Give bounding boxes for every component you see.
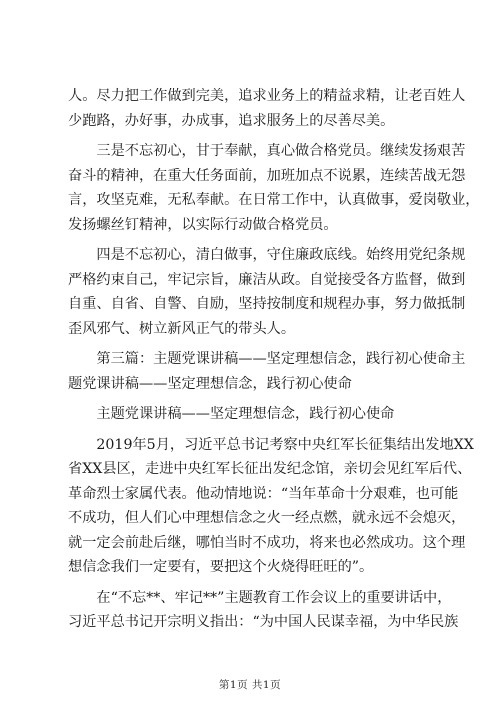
text-line: 不成功，但人们心中理想信念之火一经点燃，就永远不会熄灭，: [68, 510, 466, 526]
text-line: 革命烈士家属代表。他动情地说：“当年革命十分艰难，也可能: [68, 485, 459, 502]
text-line: 三是不忘初心，甘于奉献，真心做合格党员。继续发扬艰苦: [68, 143, 466, 159]
text-line: 省XX县区，走进中央红军长征出发纪念馆，亲切会见红军后代、: [68, 461, 472, 477]
text-line: 就一定会前赴后继，哪怕当时不成功，将来也必然成功。这个理: [68, 534, 466, 551]
text-line: 题党课讲稿——坚定理想信念，践行初心使命: [68, 375, 352, 392]
text-line: 自重、自省、自警、自励，坚持按制度和规程办事，努力做抵制: [68, 296, 466, 312]
lecture-title: [68, 402, 438, 427]
text-line: 四是不忘初心，清白做事，守住廉政底线。始终用党纪条规: [68, 247, 466, 263]
text-line: 奋斗的精神，在重大任务面前，加班加点不说累，连续苦战无怨: [68, 167, 466, 184]
paragraph-continuation: [68, 84, 466, 133]
text-line: 少跑路，办好事，办成事，追求服务上的尽善尽美。: [68, 112, 395, 129]
text-line: 歪风邪气、树立新风正气的带头人。: [68, 320, 296, 337]
document-body: [68, 84, 480, 635]
text-line: 严格约束自己，牢记宗旨，廉洁从政。自觉接受各方监督，做到: [68, 271, 466, 288]
page-number-footer: 第1页 共1页: [218, 679, 282, 691]
section-heading-part-three: [68, 347, 466, 396]
text-line: 第三篇：主题党课讲稿——坚定理想信念，践行初心使命主: [68, 351, 466, 367]
paragraph-point-three: [68, 139, 480, 237]
text-line: 主题党课讲稿——坚定理想信念，践行初心使命: [68, 406, 395, 422]
text-line: 人。尽力把工作做到完美，追求业务上的精益求精，让老百姓人: [68, 88, 466, 104]
text-line: 言，攻坚克难，无私奉献。在日常工作中，认真做事，爱岗敬业，: [68, 192, 480, 208]
text-line: 习近平总书记开宗明义指出：“为中国人民谋幸福，为中华民族: [68, 614, 459, 630]
text-line: 2019年5月，习近平总书记考察中央红军长征集结出发地XX: [68, 436, 474, 453]
paragraph-2019-visit: [68, 433, 474, 580]
text-line: 在“不忘**、牢记**”主题教育工作会议上的重要讲话中，: [68, 589, 452, 606]
paragraph-point-four: [68, 243, 466, 341]
text-line: 想信念我们一定要有，要把这个火烧得旺旺的”。: [68, 559, 374, 575]
text-line: 发扬螺丝钉精神，以实际行动做合格党员。: [68, 216, 338, 233]
paragraph-education-meeting: [68, 586, 459, 635]
